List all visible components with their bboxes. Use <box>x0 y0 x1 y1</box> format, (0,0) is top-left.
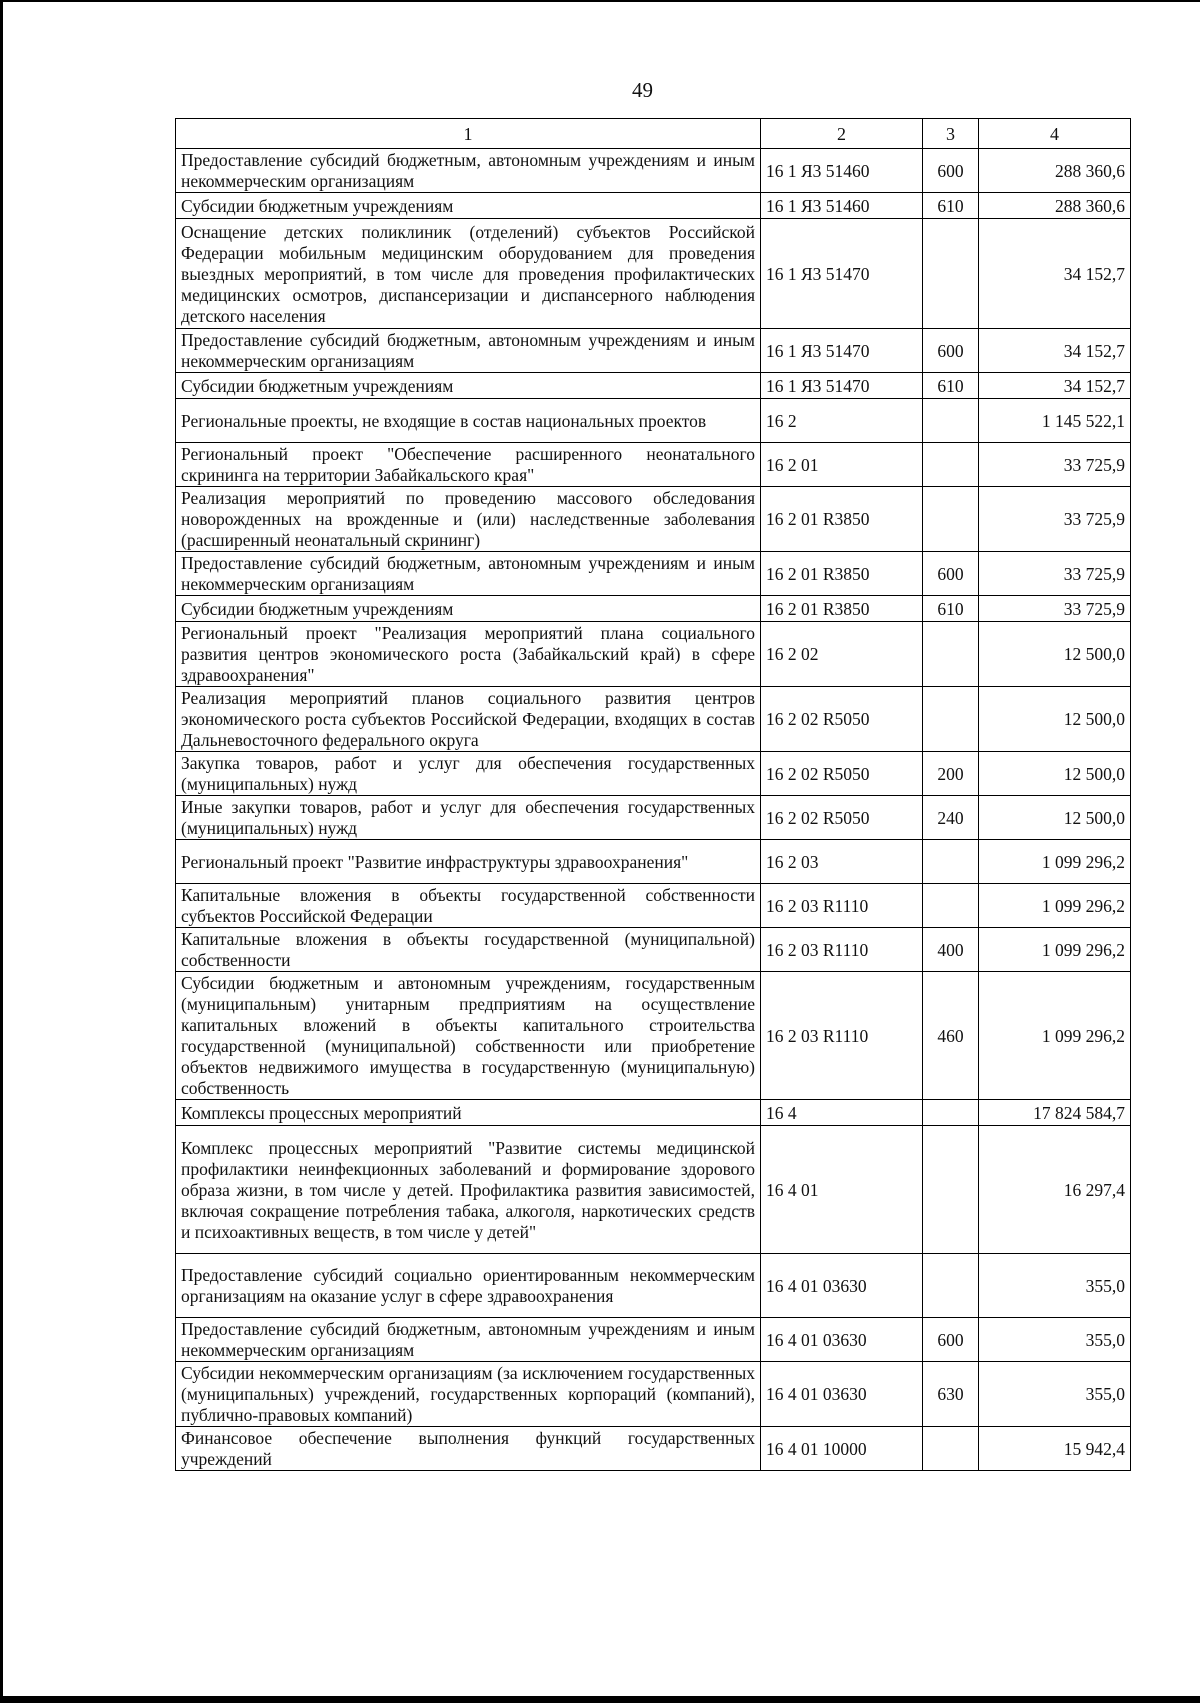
row-expense-type-cell: 240 <box>923 796 979 840</box>
row-amount-cell: 12 500,0 <box>979 796 1131 840</box>
row-name-cell: Иные закупки товаров, работ и услуг для обеспечения государственных (муниципальных) нужд <box>176 796 761 840</box>
row-name-cell: Субсидии некоммерческим организациям (за исключением государственных (муниципальных) учреждений, государственных корпораций (компаний), публично-правовых компаний) <box>176 1362 761 1427</box>
row-amount-cell: 355,0 <box>979 1362 1131 1427</box>
row-name-cell: Предоставление субсидий бюджетным, автономным учреждениям и иным некоммерческим организациям <box>176 1318 761 1362</box>
row-amount-cell: 355,0 <box>979 1318 1131 1362</box>
row-name-cell: Предоставление субсидий бюджетным, автономным учреждениям и иным некоммерческим организациям <box>176 329 761 373</box>
row-expense-type-cell: 610 <box>923 373 979 399</box>
row-expense-type-cell: 630 <box>923 1362 979 1427</box>
table-header-row <box>176 119 1131 149</box>
table-row <box>176 329 1131 373</box>
header-col-2: 2 <box>761 119 923 149</box>
table-row <box>176 1427 1131 1471</box>
row-amount-cell: 16 297,4 <box>979 1126 1131 1254</box>
row-code-cell: 16 4 01 03630 <box>761 1362 923 1427</box>
table-row <box>176 796 1131 840</box>
row-amount-cell: 1 145 522,1 <box>979 399 1131 443</box>
row-expense-type-cell <box>923 219 979 329</box>
table-row <box>176 1362 1131 1427</box>
row-amount-cell: 33 725,9 <box>979 552 1131 596</box>
scan-border-top <box>0 0 1200 2</box>
row-name-cell: Региональный проект "Реализация мероприятий плана социального развития центров экономического роста (Забайкальский край) в сфере здравоохранения" <box>176 622 761 687</box>
row-name-cell: Субсидии бюджетным учреждениям <box>176 373 761 399</box>
table-row <box>176 487 1131 552</box>
row-code-cell: 16 2 03 R1110 <box>761 972 923 1100</box>
row-name-cell: Предоставление субсидий социально ориентированным некоммерческим организациям на оказание услуг в сфере здравоохранения <box>176 1254 761 1318</box>
table-row <box>176 596 1131 622</box>
table-row <box>176 884 1131 928</box>
row-expense-type-cell <box>923 1100 979 1126</box>
row-expense-type-cell <box>923 487 979 552</box>
row-amount-cell: 12 500,0 <box>979 687 1131 752</box>
row-code-cell: 16 4 01 03630 <box>761 1318 923 1362</box>
table-row <box>176 622 1131 687</box>
row-code-cell: 16 4 01 03630 <box>761 1254 923 1318</box>
row-code-cell: 16 2 02 R5050 <box>761 752 923 796</box>
row-expense-type-cell: 610 <box>923 193 979 219</box>
row-name-cell: Капитальные вложения в объекты государственной собственности субъектов Российской Федерации <box>176 884 761 928</box>
row-expense-type-cell <box>923 399 979 443</box>
table-row <box>176 373 1131 399</box>
table-row <box>176 552 1131 596</box>
row-expense-type-cell: 600 <box>923 329 979 373</box>
row-amount-cell: 12 500,0 <box>979 622 1131 687</box>
table-body <box>176 149 1131 1471</box>
row-expense-type-cell: 400 <box>923 928 979 972</box>
row-expense-type-cell <box>923 687 979 752</box>
row-name-cell: Субсидии бюджетным и автономным учреждениям, государственным (муниципальным) унитарным предприятиям на осуществление капитальных вложений в объекты капитального строительства государственной (муниципальной) собственности или приобретение объектов недвижимого имущества в государственную (муниципальную) собственность <box>176 972 761 1100</box>
row-expense-type-cell: 200 <box>923 752 979 796</box>
table-row <box>176 443 1131 487</box>
row-code-cell: 16 4 01 <box>761 1126 923 1254</box>
row-code-cell: 16 2 01 <box>761 443 923 487</box>
row-amount-cell: 288 360,6 <box>979 149 1131 193</box>
table-row <box>176 149 1131 193</box>
row-amount-cell: 33 725,9 <box>979 596 1131 622</box>
row-code-cell: 16 2 01 R3850 <box>761 552 923 596</box>
row-name-cell: Предоставление субсидий бюджетным, автономным учреждениям и иным некоммерческим организациям <box>176 552 761 596</box>
row-amount-cell: 1 099 296,2 <box>979 928 1131 972</box>
scan-border-left <box>0 0 3 1703</box>
row-amount-cell: 1 099 296,2 <box>979 884 1131 928</box>
row-expense-type-cell: 460 <box>923 972 979 1100</box>
row-name-cell: Комплексы процессных мероприятий <box>176 1100 761 1126</box>
row-code-cell: 16 2 01 R3850 <box>761 487 923 552</box>
row-expense-type-cell <box>923 1126 979 1254</box>
row-code-cell: 16 4 01 10000 <box>761 1427 923 1471</box>
row-code-cell: 16 1 Я3 51470 <box>761 329 923 373</box>
row-amount-cell: 34 152,7 <box>979 373 1131 399</box>
row-name-cell: Комплекс процессных мероприятий "Развитие системы медицинской профилактики неинфекционных заболеваний и формирование здорового образа жизни, в том числе у детей. Профилактика развития зависимостей, включая сокращение потребления табака, алкоголя, наркотических средств и психоактивных веществ, в том числе у детей" <box>176 1126 761 1254</box>
row-amount-cell: 33 725,9 <box>979 443 1131 487</box>
table-row <box>176 972 1131 1100</box>
row-name-cell: Реализация мероприятий по проведению массового обследования новорожденных на врожденные и (или) наследственные заболевания (расширенный неонатальный скрининг) <box>176 487 761 552</box>
table-row <box>176 1126 1131 1254</box>
row-expense-type-cell: 610 <box>923 596 979 622</box>
row-amount-cell: 15 942,4 <box>979 1427 1131 1471</box>
row-code-cell: 16 1 Я3 51470 <box>761 219 923 329</box>
row-code-cell: 16 1 Я3 51470 <box>761 373 923 399</box>
header-col-4: 4 <box>979 119 1131 149</box>
page-number: 49 <box>632 78 653 102</box>
scan-border-bottom <box>0 1696 1200 1703</box>
row-amount-cell: 1 099 296,2 <box>979 840 1131 884</box>
row-amount-cell: 1 099 296,2 <box>979 972 1131 1100</box>
header-col-3: 3 <box>923 119 979 149</box>
row-expense-type-cell <box>923 1427 979 1471</box>
table-row <box>176 1318 1131 1362</box>
row-amount-cell: 34 152,7 <box>979 219 1131 329</box>
row-code-cell: 16 2 <box>761 399 923 443</box>
table-row <box>176 1254 1131 1318</box>
row-code-cell: 16 1 Я3 51460 <box>761 193 923 219</box>
row-code-cell: 16 2 03 R1110 <box>761 884 923 928</box>
row-expense-type-cell <box>923 443 979 487</box>
row-expense-type-cell: 600 <box>923 552 979 596</box>
table-row <box>176 752 1131 796</box>
row-amount-cell: 355,0 <box>979 1254 1131 1318</box>
table-row <box>176 1100 1131 1126</box>
row-name-cell: Предоставление субсидий бюджетным, автономным учреждениям и иным некоммерческим организациям <box>176 149 761 193</box>
row-code-cell: 16 2 02 R5050 <box>761 796 923 840</box>
row-expense-type-cell: 600 <box>923 1318 979 1362</box>
row-code-cell: 16 2 02 <box>761 622 923 687</box>
row-expense-type-cell <box>923 622 979 687</box>
row-code-cell: 16 2 03 R1110 <box>761 928 923 972</box>
table-row <box>176 928 1131 972</box>
row-name-cell: Региональный проект "Обеспечение расширенного неонатального скрининга на территории Забайкальского края" <box>176 443 761 487</box>
row-code-cell: 16 4 <box>761 1100 923 1126</box>
row-expense-type-cell <box>923 840 979 884</box>
row-code-cell: 16 2 01 R3850 <box>761 596 923 622</box>
row-amount-cell: 288 360,6 <box>979 193 1131 219</box>
budget-table <box>175 118 1131 1471</box>
table-row <box>176 840 1131 884</box>
row-name-cell: Закупка товаров, работ и услуг для обеспечения государственных (муниципальных) нужд <box>176 752 761 796</box>
header-col-1: 1 <box>176 119 761 149</box>
row-expense-type-cell <box>923 1254 979 1318</box>
row-code-cell: 16 2 02 R5050 <box>761 687 923 752</box>
row-name-cell: Оснащение детских поликлиник (отделений) субъектов Российской Федерации мобильным медицинским оборудованием для проведения выездных мероприятий, в том числе для проведения профилактических медицинских осмотров, диспансеризации и диспансерного наблюдения детского населения <box>176 219 761 329</box>
row-expense-type-cell: 600 <box>923 149 979 193</box>
row-amount-cell: 33 725,9 <box>979 487 1131 552</box>
row-code-cell: 16 1 Я3 51460 <box>761 149 923 193</box>
table-row <box>176 193 1131 219</box>
row-name-cell: Региональный проект "Развитие инфраструктуры здравоохранения" <box>176 840 761 884</box>
table-row <box>176 687 1131 752</box>
row-expense-type-cell <box>923 884 979 928</box>
table-row <box>176 399 1131 443</box>
row-amount-cell: 17 824 584,7 <box>979 1100 1131 1126</box>
row-name-cell: Реализация мероприятий планов социального развития центров экономического роста субъектов Российской Федерации, входящих в состав Дальневосточного федерального округа <box>176 687 761 752</box>
row-name-cell: Региональные проекты, не входящие в состав национальных проектов <box>176 399 761 443</box>
row-code-cell: 16 2 03 <box>761 840 923 884</box>
row-name-cell: Капитальные вложения в объекты государственной (муниципальной) собственности <box>176 928 761 972</box>
row-name-cell: Субсидии бюджетным учреждениям <box>176 193 761 219</box>
row-amount-cell: 12 500,0 <box>979 752 1131 796</box>
row-name-cell: Субсидии бюджетным учреждениям <box>176 596 761 622</box>
row-amount-cell: 34 152,7 <box>979 329 1131 373</box>
table-row <box>176 219 1131 329</box>
row-name-cell: Финансовое обеспечение выполнения функций государственных учреждений <box>176 1427 761 1471</box>
